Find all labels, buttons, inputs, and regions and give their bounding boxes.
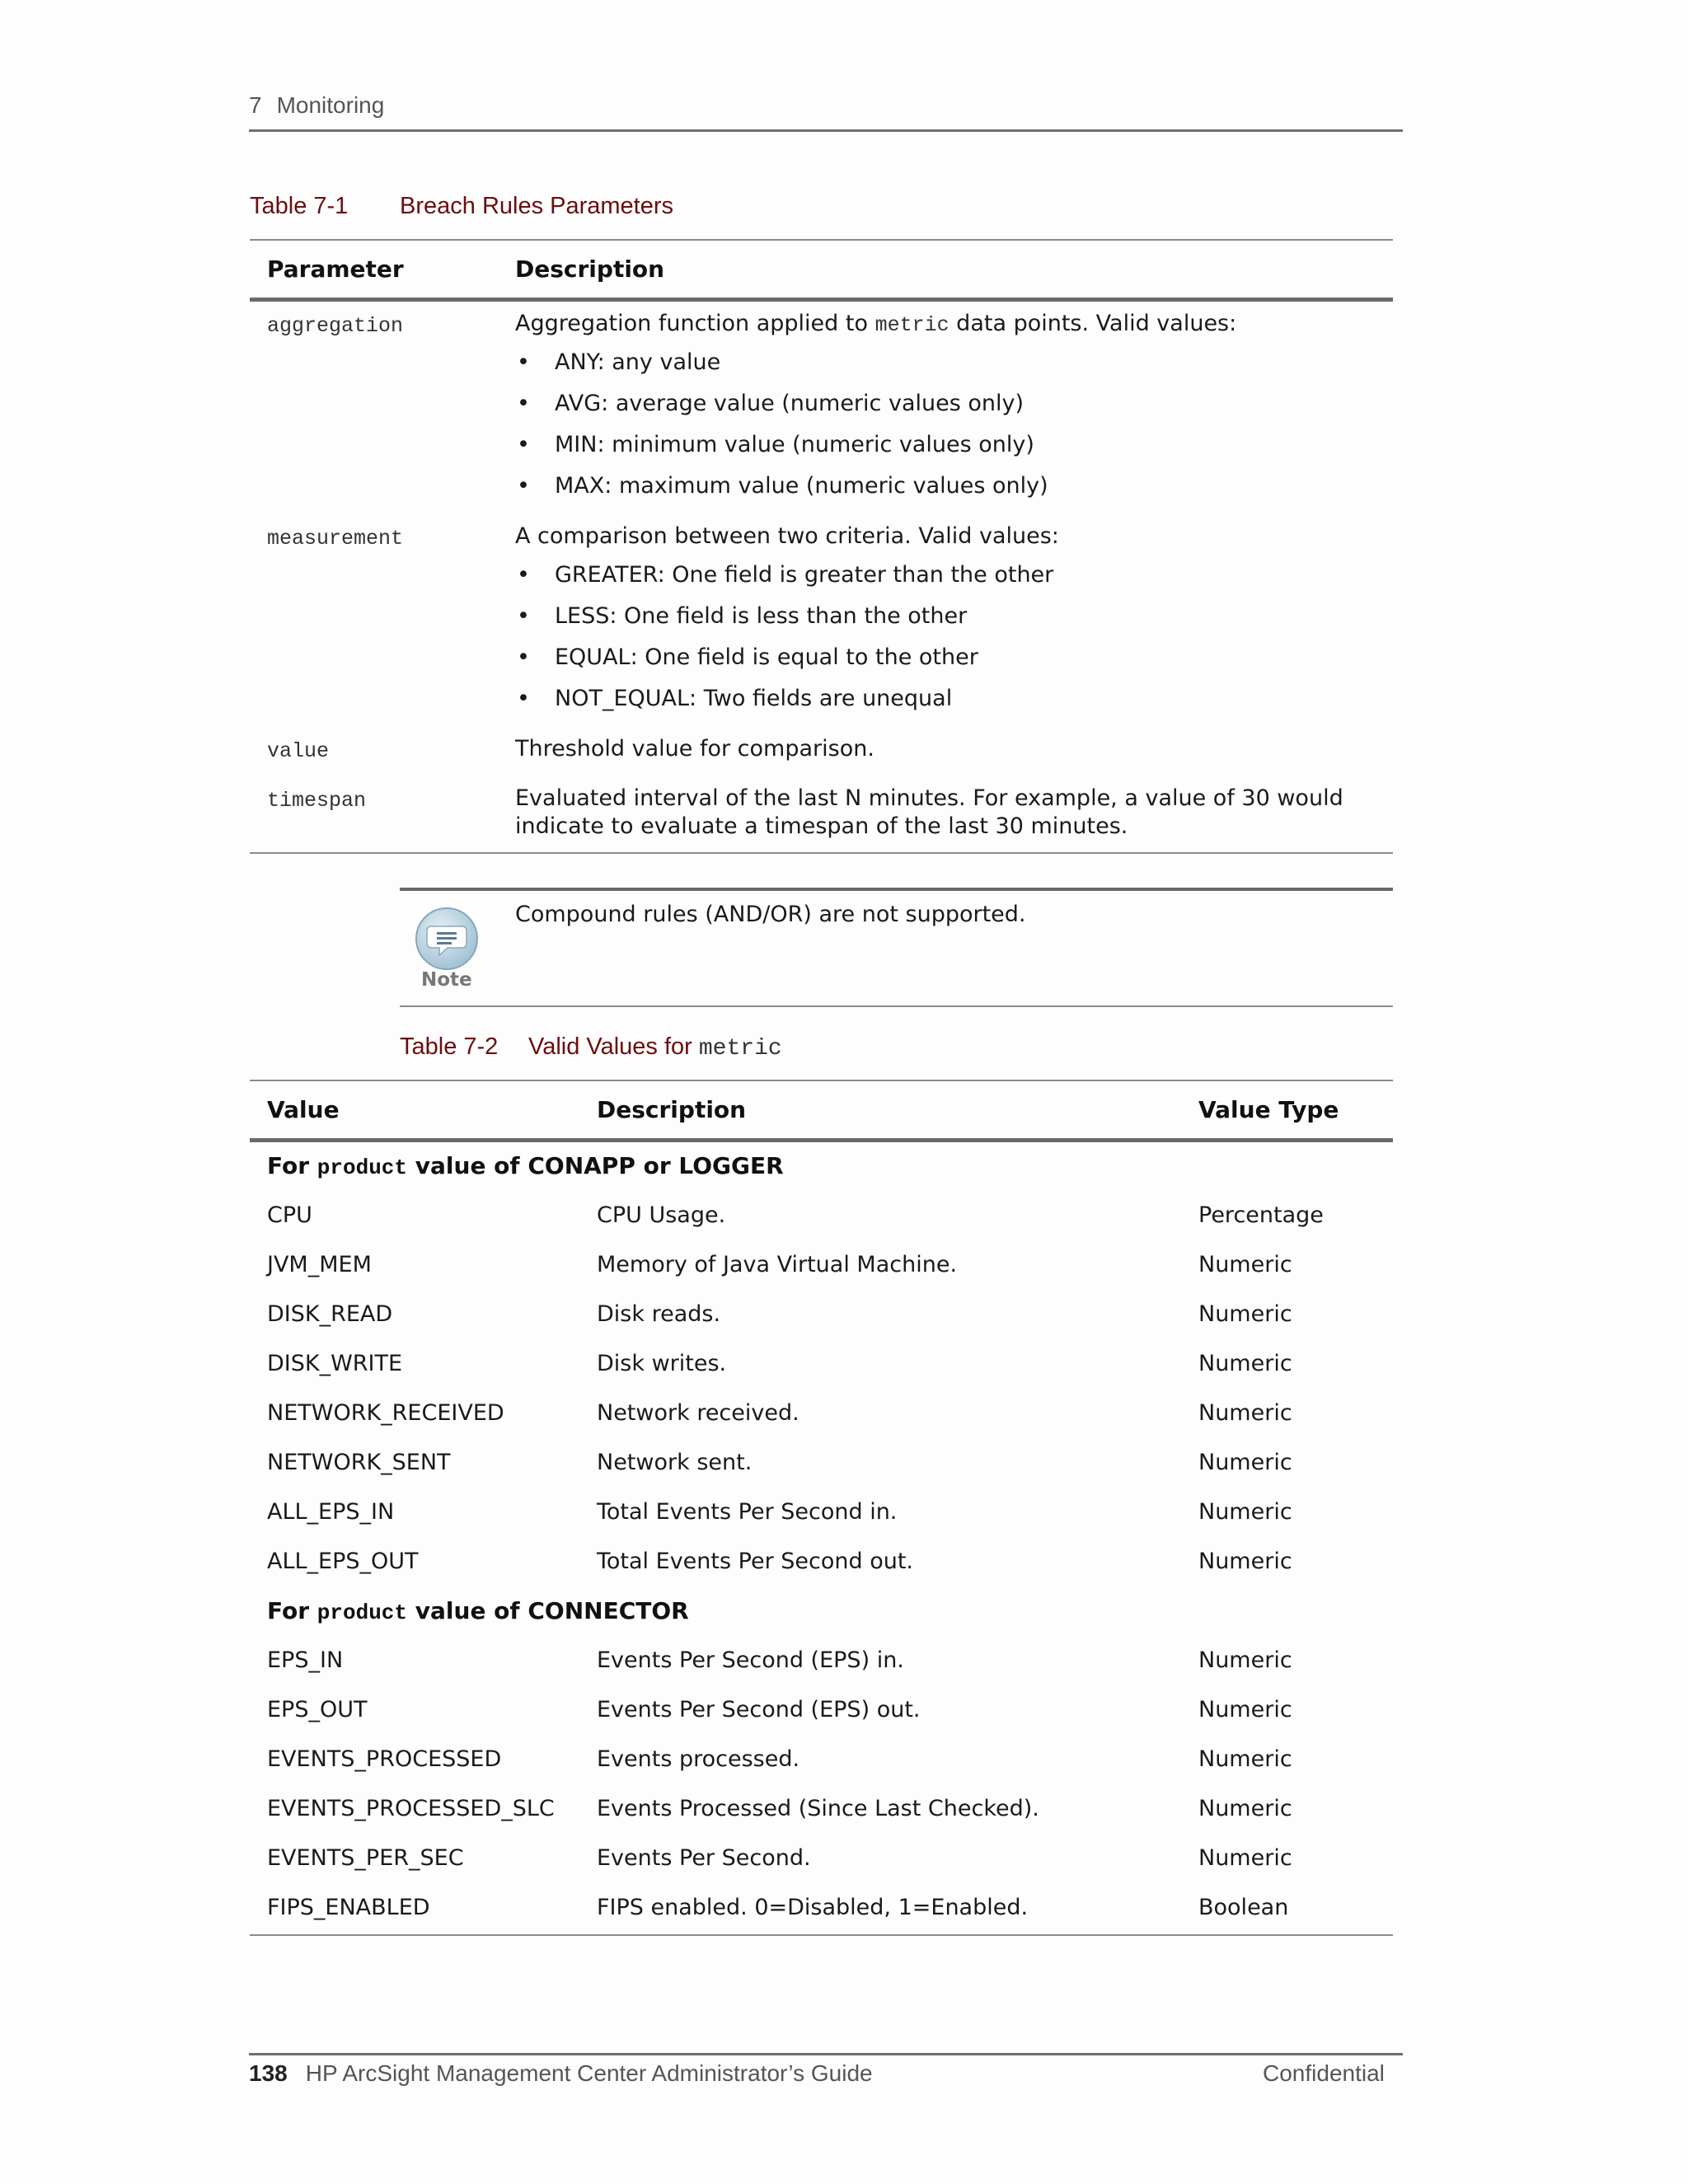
group-heading-connector: For product value of CONNECTOR bbox=[267, 1597, 689, 1625]
table-row-value: ALL_EPS_OUT bbox=[267, 1549, 419, 1574]
table-row-description: Events Processed (Since Last Checked). bbox=[597, 1796, 1039, 1821]
table-row-type: Numeric bbox=[1198, 1499, 1292, 1525]
doc-title: HP ArcSight Management Center Administrator’s Guide bbox=[305, 2060, 873, 2086]
table1-number: Table 7-1 bbox=[250, 193, 349, 219]
bullet-item: • NOT_EQUAL: Two fields are unequal bbox=[517, 686, 953, 711]
table1-title: Breach Rules Parameters bbox=[400, 193, 674, 219]
inline-code-metric: metric bbox=[874, 313, 950, 337]
table-row-type: Numeric bbox=[1198, 1252, 1292, 1277]
table-row-type: Numeric bbox=[1198, 1647, 1292, 1673]
table-row-description: Events Per Second. bbox=[597, 1845, 811, 1871]
table2-top-rule bbox=[250, 1080, 1393, 1081]
table-row-description: Memory of Java Virtual Machine. bbox=[597, 1252, 958, 1277]
desc-timespan-line2: indicate to evaluate a timespan of the last 30 minutes. bbox=[515, 813, 1128, 839]
table-row-type: Numeric bbox=[1198, 1796, 1292, 1821]
chapter-title: Monitoring bbox=[276, 92, 385, 118]
desc-timespan-line1: Evaluated interval of the last N minutes. For example, a value of 30 would bbox=[515, 785, 1343, 811]
table-row-description: Disk reads. bbox=[597, 1301, 721, 1327]
table2-bottom-rule bbox=[250, 1934, 1393, 1936]
table1-header-rule bbox=[250, 298, 1393, 302]
table-row-description: Network sent. bbox=[597, 1450, 753, 1475]
bullet-item: • ANY: any value bbox=[517, 349, 721, 375]
param-measurement: measurement bbox=[267, 527, 404, 551]
group-heading-conapp-logger: For product value of CONAPP or LOGGER bbox=[267, 1152, 784, 1180]
param-value: value bbox=[267, 739, 330, 763]
table-row-type: Numeric bbox=[1198, 1697, 1292, 1722]
footer-rule bbox=[249, 2053, 1403, 2055]
table1-header-description: Description bbox=[515, 255, 665, 283]
table1-caption bbox=[250, 193, 348, 220]
note-top-rule bbox=[400, 888, 1393, 891]
table2-header-value-type: Value Type bbox=[1198, 1096, 1339, 1123]
note-text: Compound rules (AND/OR) are not supported. bbox=[515, 902, 1026, 927]
running-header bbox=[249, 92, 384, 119]
note-label: Note bbox=[421, 969, 472, 991]
table-row-type: Percentage bbox=[1198, 1202, 1324, 1228]
bullet-item: • LESS: One field is less than the other bbox=[517, 603, 968, 629]
bullet-item: • MAX: maximum value (numeric values only) bbox=[517, 473, 1048, 499]
table-row-value: EVENTS_PROCESSED bbox=[267, 1746, 502, 1772]
table-row-value: FIPS_ENABLED bbox=[267, 1895, 430, 1920]
table-row-type: Numeric bbox=[1198, 1450, 1292, 1475]
table1-header-parameter: Parameter bbox=[267, 255, 404, 283]
chapter-number: 7 bbox=[249, 92, 262, 118]
table-row-description: FIPS enabled. 0=Disabled, 1=Enabled. bbox=[597, 1895, 1029, 1920]
table-row-description: CPU Usage. bbox=[597, 1202, 726, 1228]
table-row-type: Numeric bbox=[1198, 1301, 1292, 1327]
table-row-description: Total Events Per Second in. bbox=[597, 1499, 898, 1525]
table2-title: Valid Values for metric bbox=[528, 1033, 782, 1062]
table-row-value: DISK_READ bbox=[267, 1301, 393, 1327]
table-row-type: Numeric bbox=[1198, 1845, 1292, 1871]
table-row-value: EPS_IN bbox=[267, 1647, 344, 1673]
table-row-type: Numeric bbox=[1198, 1549, 1292, 1574]
note-bottom-rule bbox=[400, 1005, 1393, 1007]
table1-top-rule bbox=[250, 239, 1393, 241]
table-row-description: Events Per Second (EPS) out. bbox=[597, 1697, 921, 1722]
table-row-value: CPU bbox=[267, 1202, 312, 1228]
table-row-value: ALL_EPS_IN bbox=[267, 1499, 395, 1525]
bullet-item: • MIN: minimum value (numeric values only) bbox=[517, 432, 1034, 457]
param-aggregation: aggregation bbox=[267, 314, 404, 338]
bullet-item: • AVG: average value (numeric values only) bbox=[517, 391, 1025, 416]
table-row-value: EVENTS_PROCESSED_SLC bbox=[267, 1796, 555, 1821]
inline-code-metric: metric bbox=[698, 1036, 782, 1062]
page-number: 138 bbox=[249, 2060, 288, 2086]
header-rule bbox=[249, 129, 1403, 132]
table2-header-value: Value bbox=[267, 1096, 340, 1123]
table-row-value: JVM_MEM bbox=[267, 1252, 372, 1277]
table-row-description: Events Per Second (EPS) in. bbox=[597, 1647, 904, 1673]
desc-value: Threshold value for comparison. bbox=[515, 736, 874, 762]
footer-left bbox=[249, 2060, 873, 2087]
table-row-description: Total Events Per Second out. bbox=[597, 1549, 913, 1574]
table-row-description: Network received. bbox=[597, 1400, 799, 1426]
table-row-type: Numeric bbox=[1198, 1400, 1292, 1426]
table-row-description: Disk writes. bbox=[597, 1351, 727, 1376]
table-row-value: EPS_OUT bbox=[267, 1697, 368, 1722]
table2-number: Table 7-2 bbox=[400, 1033, 499, 1060]
bullet-item: • GREATER: One field is greater than the other bbox=[517, 562, 1054, 588]
desc-measurement: A comparison between two criteria. Valid values: bbox=[515, 523, 1059, 549]
param-timespan: timespan bbox=[267, 789, 367, 813]
table-row-value: DISK_WRITE bbox=[267, 1351, 403, 1376]
table2-header-rule bbox=[250, 1138, 1393, 1142]
table-row-type: Boolean bbox=[1198, 1895, 1289, 1920]
table-row-value: NETWORK_RECEIVED bbox=[267, 1400, 504, 1426]
table-row-type: Numeric bbox=[1198, 1351, 1292, 1376]
desc-aggregation: Aggregation function applied to metric data points. Valid values: bbox=[515, 311, 1237, 337]
note-speech-bubble-icon bbox=[415, 907, 479, 971]
table-row-value: EVENTS_PER_SEC bbox=[267, 1845, 464, 1871]
table-row-description: Events processed. bbox=[597, 1746, 800, 1772]
table1-bottom-rule bbox=[250, 852, 1393, 854]
table2-header-description: Description bbox=[597, 1096, 747, 1123]
bullet-item: • EQUAL: One field is equal to the other bbox=[517, 644, 978, 670]
table-row-type: Numeric bbox=[1198, 1746, 1292, 1772]
table-row-value: NETWORK_SENT bbox=[267, 1450, 451, 1475]
note-callout bbox=[415, 907, 479, 974]
footer-classification: Confidential bbox=[1263, 2060, 1385, 2086]
